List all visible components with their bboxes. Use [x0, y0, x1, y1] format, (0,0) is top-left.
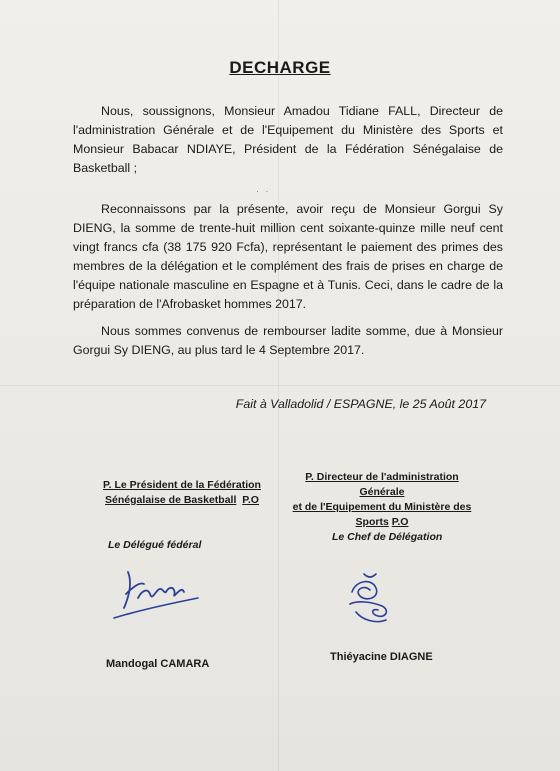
right-title-line1: P. Directeur de l'administration Générale	[305, 471, 459, 498]
paper-fold-horizontal	[0, 385, 560, 386]
right-signature	[342, 572, 398, 632]
document-title: DECHARGE	[229, 58, 331, 77]
left-title-suffix: P.O	[242, 494, 259, 506]
left-title-line2: Sénégalaise de Basketball	[105, 494, 237, 506]
right-title-line2: et de l'Equipement du Ministère des	[292, 501, 472, 513]
left-signature	[110, 564, 202, 626]
right-signatory-name: Thiéyacine DIAGNE	[330, 651, 433, 663]
right-title-line3: Sports	[355, 516, 389, 528]
faint-mark: · ·	[256, 186, 271, 196]
right-signatory-role: Le Chef de Délégation	[332, 531, 443, 543]
left-signatory-title	[92, 478, 272, 508]
paragraph-repayment: Nous sommes convenus de rembourser ladite somme, due à Monsieur Gorgui Sy DIENG, au plus tard le 4 Septembre 2017.	[73, 324, 503, 357]
right-title-suffix: P.O	[391, 516, 409, 528]
left-signatory-name: Mandogal CAMARA	[106, 658, 210, 670]
paragraph-acknowledgement: Reconnaissons par la présente, avoir reçu de Monsieur Gorgui Sy DIENG, la somme de trente-huit million cent soixante-quinze mille neuf cent vingt francs cfa (38 175 920 Fcfa), représentant le paiement des primes des membres de la délégation et le complément des frais de prises en charge de l'équipe nationale masculine en Espagne et à Tunis. Ceci, dans le cadre de la préparation de l'Afrobasket hommes 2017.	[73, 202, 503, 311]
left-signatory-role: Le Délégué fédéral	[108, 539, 202, 551]
paragraph-signatories: Nous, soussignons, Monsieur Amadou Tidiane FALL, Directeur de l'administration Générale et de l'Equipement du Ministère des Sports et Monsieur Babacar NDIAYE, Président de la Fédération Sénégalaise de Basketball ;	[73, 104, 503, 175]
right-signatory-title	[282, 470, 482, 530]
place-and-date: Fait à Valladolid / ESPAGNE, le 25 Août 2017	[235, 397, 486, 411]
left-title-line1: P. Le Président de la Fédération	[103, 479, 261, 491]
